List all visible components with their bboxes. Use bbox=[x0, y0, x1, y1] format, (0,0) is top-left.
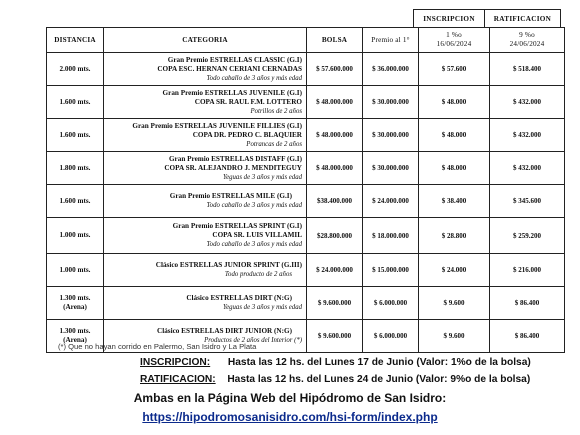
bolsa-cell: $ 24.000.000 bbox=[307, 254, 363, 287]
inscripcion-group-label: INSCRIPCION bbox=[414, 10, 485, 28]
insc-date: 16/06/2024 bbox=[436, 40, 472, 48]
inscripcion-cell: $ 48.000 bbox=[419, 152, 490, 185]
distance-cell: 1.000 mts. bbox=[47, 254, 104, 287]
inscripcion-label: INSCRIPCION: bbox=[140, 357, 211, 368]
bolsa-cell: $ 9.600.000 bbox=[307, 287, 363, 320]
inscripcion-text: Hasta las 12 hs. del Lunes 17 de Junio (Valor: 1%o de la bolsa) bbox=[227, 357, 531, 368]
distance-cell: 1.600 mts. bbox=[47, 185, 104, 218]
col-header-ratificacion bbox=[490, 28, 565, 53]
category-cell: Clásico ESTRELLAS DIRT JUNIOR (N:G) Productos de 2 años del Interior (*) bbox=[104, 320, 307, 353]
col-header-bolsa: BOLSA bbox=[307, 28, 363, 53]
bolsa-cell: $38.400.000 bbox=[307, 185, 363, 218]
inscripcion-cell: $ 48.000 bbox=[419, 86, 490, 119]
table-row bbox=[47, 152, 565, 185]
ratificacion-cell: $ 86.400 bbox=[490, 320, 565, 353]
inscripcion-cell: $ 9.600 bbox=[419, 287, 490, 320]
distance-cell: 1.800 mts. bbox=[47, 152, 104, 185]
bolsa-cell: $ 57.600.000 bbox=[307, 53, 363, 86]
ratificacion-group-label: RATIFICACION bbox=[485, 10, 561, 28]
website-notice: Ambas en la Página Web del Hipódromo de San Isidro: bbox=[133, 391, 447, 405]
bolsa-cell: $ 48.000.000 bbox=[307, 86, 363, 119]
table-row bbox=[47, 254, 565, 287]
ratificacion-label: RATIFICACION: bbox=[140, 374, 216, 385]
inscripcion-deadline bbox=[140, 357, 531, 368]
inscripcion-cell: $ 48.000 bbox=[419, 119, 490, 152]
table-header-row bbox=[47, 28, 565, 53]
bolsa-cell: $ 48.000.000 bbox=[307, 152, 363, 185]
bolsa-cell: $28.800.000 bbox=[307, 218, 363, 254]
ratificacion-cell: $ 518.400 bbox=[490, 53, 565, 86]
table-row bbox=[47, 185, 565, 218]
website-link[interactable]: https://hipodromosanisidro.com/hsi-form/index.php bbox=[142, 410, 438, 424]
inscripcion-cell: $ 9.600 bbox=[419, 320, 490, 353]
category-cell: Gran Premio ESTRELLAS CLASSIC (G.I) COPA ESC. HERNAN CERIANI CERNADAS Todo caballo de 3 años y más edad bbox=[104, 53, 307, 86]
col-header-categoria: CATEGORIA bbox=[104, 28, 307, 53]
category-cell: Gran Premio ESTRELLAS DISTAFF (G.I) COPA SR. ALEJANDRO J. MENDITEGUY Yeguas de 3 años y más edad bbox=[104, 152, 307, 185]
inscripcion-cell: $ 24.000 bbox=[419, 254, 490, 287]
registration-group-header bbox=[413, 9, 561, 28]
races-table bbox=[46, 27, 565, 353]
footnote: (*) Que no hayan corrido en Palermo, San Isidro y La Plata bbox=[58, 342, 257, 351]
bolsa-cell: $ 9.600.000 bbox=[307, 320, 363, 353]
inscripcion-cell: $ 57.600 bbox=[419, 53, 490, 86]
premio-cell: $ 6.000.000 bbox=[363, 287, 419, 320]
distance-cell: 2.000 mts. bbox=[47, 53, 104, 86]
category-cell: Gran Premio ESTRELLAS JUVENILE FILLIES (G.I) COPA DR. PEDRO C. BLAQUIER Potrancas de 2 años bbox=[104, 119, 307, 152]
table-row bbox=[47, 86, 565, 119]
ratificacion-cell: $ 86.400 bbox=[490, 287, 565, 320]
ratificacion-text: Hasta las 12 hs. del Lunes 24 de Junio (Valor: 9%o de la bolsa) bbox=[227, 374, 531, 385]
category-cell: Clásico ESTRELLAS JUNIOR SPRINT (G.III) Todo producto de 2 años bbox=[104, 254, 307, 287]
table-row bbox=[47, 53, 565, 86]
ratificacion-cell: $ 432.000 bbox=[490, 119, 565, 152]
category-cell: Gran Premio ESTRELLAS JUVENILE (G.I) COPA SR. RAUL F.M. LOTTERO Potrillos de 2 años bbox=[104, 86, 307, 119]
premio-cell: $ 30.000.000 bbox=[363, 119, 419, 152]
insc-rate: 1 %o bbox=[446, 31, 462, 39]
distance-cell: 1.600 mts. bbox=[47, 119, 104, 152]
bolsa-cell: $ 48.000.000 bbox=[307, 119, 363, 152]
premio-cell: $ 15.000.000 bbox=[363, 254, 419, 287]
premio-cell: $ 18.000.000 bbox=[363, 218, 419, 254]
ratificacion-cell: $ 216.000 bbox=[490, 254, 565, 287]
premio-cell: $ 6.000.000 bbox=[363, 320, 419, 353]
premio-cell: $ 30.000.000 bbox=[363, 152, 419, 185]
premio-cell: $ 36.000.000 bbox=[363, 53, 419, 86]
distance-cell: 1.300 mts. (Arena) bbox=[47, 320, 104, 353]
col-header-distancia: DISTANCIA bbox=[47, 28, 104, 53]
col-header-premio: Premio al 1° bbox=[363, 28, 419, 53]
distance-cell: 1.600 mts. bbox=[47, 86, 104, 119]
category-cell: Gran Premio ESTRELLAS MILE (G.I) Todo caballo de 3 años y más edad bbox=[104, 185, 307, 218]
rat-date: 24/06/2024 bbox=[509, 40, 545, 48]
ratificacion-cell: $ 432.000 bbox=[490, 152, 565, 185]
website-link-line bbox=[0, 410, 580, 424]
premio-cell: $ 24.000.000 bbox=[363, 185, 419, 218]
distance-cell: 1.300 mts. (Arena) bbox=[47, 287, 104, 320]
col-header-inscripcion bbox=[419, 28, 490, 53]
category-cell: Clásico ESTRELLAS DIRT (N:G) Yeguas de 3 años y más edad bbox=[104, 287, 307, 320]
premio-cell: $ 30.000.000 bbox=[363, 86, 419, 119]
ratificacion-cell: $ 345.600 bbox=[490, 185, 565, 218]
ratificacion-deadline bbox=[140, 374, 530, 385]
distance-cell: 1.000 mts. bbox=[47, 218, 104, 254]
ratificacion-cell: $ 259.200 bbox=[490, 218, 565, 254]
rat-rate: 9 %o bbox=[519, 31, 535, 39]
inscripcion-cell: $ 38.400 bbox=[419, 185, 490, 218]
table-row bbox=[47, 287, 565, 320]
table-row bbox=[47, 218, 565, 254]
ratificacion-cell: $ 432.000 bbox=[490, 86, 565, 119]
inscripcion-cell: $ 28.800 bbox=[419, 218, 490, 254]
table-row bbox=[47, 119, 565, 152]
category-cell: Gran Premio ESTRELLAS SPRINT (G.I) COPA SR. LUIS VILLAMIL Todo caballo de 3 años y más edad bbox=[104, 218, 307, 254]
